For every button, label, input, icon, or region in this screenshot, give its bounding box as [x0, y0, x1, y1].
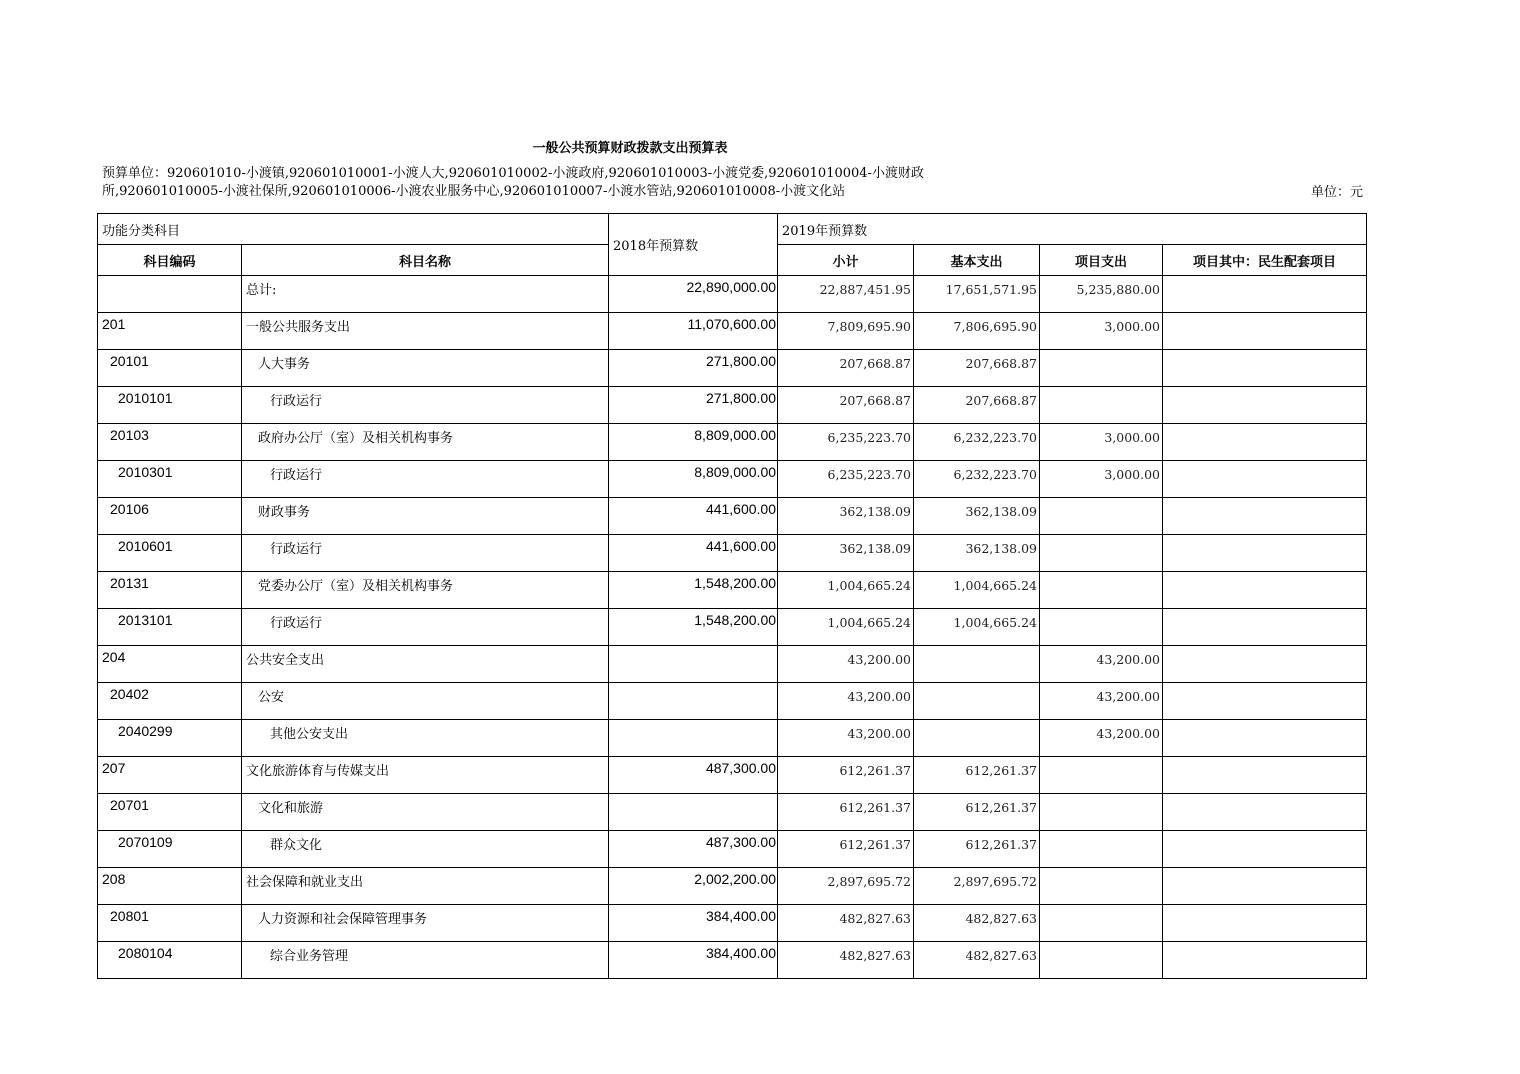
- cell-prev-year: 271,800.00: [609, 387, 778, 424]
- cell-basic: 2,897,695.72: [914, 868, 1040, 905]
- cell-prev-year: 22,890,000.00: [609, 276, 778, 313]
- cell-subtotal: 7,809,695.90: [778, 313, 914, 350]
- cell-code: 2070109: [98, 831, 242, 868]
- cell-prev-year: 2,002,200.00: [609, 868, 778, 905]
- cell-basic: 1,004,665.24: [914, 572, 1040, 609]
- cell-basic: 362,138.09: [914, 498, 1040, 535]
- cell-project: 3,000.00: [1040, 461, 1163, 498]
- cell-project: [1040, 831, 1163, 868]
- cell-name: 行政运行: [242, 535, 609, 572]
- cell-basic: 612,261.37: [914, 794, 1040, 831]
- cell-name: 行政运行: [242, 387, 609, 424]
- cell-name: 党委办公厅（室）及相关机构事务: [242, 572, 609, 609]
- cell-livelihood: [1163, 831, 1367, 868]
- cell-project: [1040, 498, 1163, 535]
- budget-table: [97, 213, 1367, 979]
- cell-livelihood: [1163, 498, 1367, 535]
- cell-subtotal: 43,200.00: [778, 683, 914, 720]
- table-row: [98, 905, 1367, 942]
- cell-code: 2040299: [98, 720, 242, 757]
- cell-code: 20701: [98, 794, 242, 831]
- cell-subtotal: 207,668.87: [778, 387, 914, 424]
- cell-subtotal: 1,004,665.24: [778, 609, 914, 646]
- cell-basic: [914, 720, 1040, 757]
- table-row: [98, 535, 1367, 572]
- cell-project: 3,000.00: [1040, 424, 1163, 461]
- cell-name: 一般公共服务支出: [242, 313, 609, 350]
- cell-project: 3,000.00: [1040, 313, 1163, 350]
- cell-project: 43,200.00: [1040, 646, 1163, 683]
- cell-code: 20131: [98, 572, 242, 609]
- cell-livelihood: [1163, 683, 1367, 720]
- currency-unit: 单位：元: [1310, 185, 1363, 200]
- cell-project: [1040, 868, 1163, 905]
- cell-livelihood: [1163, 905, 1367, 942]
- cell-subtotal: 482,827.63: [778, 942, 914, 979]
- cell-basic: 1,004,665.24: [914, 609, 1040, 646]
- cell-prev-year: [609, 720, 778, 757]
- cell-basic: 7,806,695.90: [914, 313, 1040, 350]
- table-row: [98, 794, 1367, 831]
- table-row: [98, 350, 1367, 387]
- cell-basic: 482,827.63: [914, 905, 1040, 942]
- cell-livelihood: [1163, 572, 1367, 609]
- cell-prev-year: [609, 794, 778, 831]
- header-basic: 基本支出: [914, 245, 1040, 276]
- cell-project: [1040, 387, 1163, 424]
- cell-code: 204: [98, 646, 242, 683]
- cell-name: 公共安全支出: [242, 646, 609, 683]
- cell-subtotal: 1,004,665.24: [778, 572, 914, 609]
- header-current-year: 2019年预算数: [778, 214, 1367, 245]
- table-row: [98, 646, 1367, 683]
- table-row: [98, 424, 1367, 461]
- cell-prev-year: 487,300.00: [609, 757, 778, 794]
- cell-name: 其他公安支出: [242, 720, 609, 757]
- cell-code: 20103: [98, 424, 242, 461]
- cell-basic: 6,232,223.70: [914, 461, 1040, 498]
- cell-subtotal: 362,138.09: [778, 535, 914, 572]
- header-project: 项目支出: [1040, 245, 1163, 276]
- cell-subtotal: 43,200.00: [778, 646, 914, 683]
- cell-subtotal: 43,200.00: [778, 720, 914, 757]
- header-prev-year: 2018年预算数: [609, 214, 778, 276]
- cell-subtotal: 612,261.37: [778, 831, 914, 868]
- cell-name: 人力资源和社会保障管理事务: [242, 905, 609, 942]
- cell-code: 2010601: [98, 535, 242, 572]
- cell-prev-year: 11,070,600.00: [609, 313, 778, 350]
- cell-code: 20106: [98, 498, 242, 535]
- header-livelihood: 项目其中：民生配套项目: [1163, 245, 1367, 276]
- cell-basic: 612,261.37: [914, 757, 1040, 794]
- cell-livelihood: [1163, 313, 1367, 350]
- cell-project: [1040, 350, 1163, 387]
- cell-basic: [914, 646, 1040, 683]
- cell-code: 2010301: [98, 461, 242, 498]
- cell-name: 公安: [242, 683, 609, 720]
- table-row: [98, 942, 1367, 979]
- budget-unit-line-1: 预算单位：920601010-小渡镇,920601010001-小渡人大,920601010002-小渡政府,920601010003-小渡党委,920601010004-小渡财政: [102, 166, 924, 181]
- header-name: 科目名称: [242, 245, 609, 276]
- table-row: [98, 387, 1367, 424]
- cell-prev-year: 384,400.00: [609, 905, 778, 942]
- cell-prev-year: 441,600.00: [609, 498, 778, 535]
- table-row: [98, 720, 1367, 757]
- cell-livelihood: [1163, 461, 1367, 498]
- header-code: 科目编码: [98, 245, 242, 276]
- cell-project: [1040, 535, 1163, 572]
- cell-project: [1040, 942, 1163, 979]
- cell-code: 208: [98, 868, 242, 905]
- cell-project: [1040, 609, 1163, 646]
- cell-basic: 362,138.09: [914, 535, 1040, 572]
- table-row: [98, 572, 1367, 609]
- cell-project: [1040, 794, 1163, 831]
- table-row: [98, 831, 1367, 868]
- cell-basic: [914, 683, 1040, 720]
- cell-name: 财政事务: [242, 498, 609, 535]
- cell-prev-year: [609, 683, 778, 720]
- cell-basic: 612,261.37: [914, 831, 1040, 868]
- table-row: [98, 683, 1367, 720]
- table-row: [98, 313, 1367, 350]
- table-row: [98, 609, 1367, 646]
- table-row: [98, 498, 1367, 535]
- cell-code: 201: [98, 313, 242, 350]
- cell-livelihood: [1163, 276, 1367, 313]
- cell-prev-year: 8,809,000.00: [609, 461, 778, 498]
- cell-livelihood: [1163, 535, 1367, 572]
- cell-subtotal: 482,827.63: [778, 905, 914, 942]
- cell-subtotal: 362,138.09: [778, 498, 914, 535]
- cell-subtotal: 6,235,223.70: [778, 461, 914, 498]
- cell-livelihood: [1163, 646, 1367, 683]
- cell-name: 社会保障和就业支出: [242, 868, 609, 905]
- cell-basic: 17,651,571.95: [914, 276, 1040, 313]
- cell-basic: 482,827.63: [914, 942, 1040, 979]
- cell-livelihood: [1163, 609, 1367, 646]
- cell-name: 行政运行: [242, 461, 609, 498]
- table-body: [98, 276, 1367, 979]
- cell-name: 文化旅游体育与传媒支出: [242, 757, 609, 794]
- cell-livelihood: [1163, 387, 1367, 424]
- cell-name: 政府办公厅（室）及相关机构事务: [242, 424, 609, 461]
- budget-unit-line-2: 所,920601010005-小渡社保所,920601010006-小渡农业服务中心,920601010007-小渡水管站,920601010008-小渡文化站: [102, 184, 846, 199]
- table-row: [98, 757, 1367, 794]
- cell-project: 43,200.00: [1040, 720, 1163, 757]
- cell-subtotal: 6,235,223.70: [778, 424, 914, 461]
- cell-prev-year: 8,809,000.00: [609, 424, 778, 461]
- cell-prev-year: 1,548,200.00: [609, 572, 778, 609]
- cell-name: 文化和旅游: [242, 794, 609, 831]
- cell-project: [1040, 572, 1163, 609]
- cell-code: 2080104: [98, 942, 242, 979]
- cell-prev-year: 487,300.00: [609, 831, 778, 868]
- cell-prev-year: 441,600.00: [609, 535, 778, 572]
- cell-subtotal: 207,668.87: [778, 350, 914, 387]
- table-row: [98, 461, 1367, 498]
- cell-project: [1040, 905, 1163, 942]
- header-subtotal: 小计: [778, 245, 914, 276]
- cell-code: [98, 276, 242, 313]
- cell-livelihood: [1163, 942, 1367, 979]
- cell-prev-year: 384,400.00: [609, 942, 778, 979]
- page-title: 一般公共预算财政拨款支出预算表: [532, 141, 728, 156]
- cell-name: 群众文化: [242, 831, 609, 868]
- cell-subtotal: 22,887,451.95: [778, 276, 914, 313]
- cell-basic: 6,232,223.70: [914, 424, 1040, 461]
- cell-prev-year: [609, 646, 778, 683]
- cell-code: 20801: [98, 905, 242, 942]
- cell-project: 5,235,880.00: [1040, 276, 1163, 313]
- cell-livelihood: [1163, 868, 1367, 905]
- cell-basic: 207,668.87: [914, 387, 1040, 424]
- cell-subtotal: 612,261.37: [778, 757, 914, 794]
- cell-name: 综合业务管理: [242, 942, 609, 979]
- cell-code: 20402: [98, 683, 242, 720]
- cell-prev-year: 271,800.00: [609, 350, 778, 387]
- cell-name: 人大事务: [242, 350, 609, 387]
- cell-project: [1040, 757, 1163, 794]
- cell-basic: 207,668.87: [914, 350, 1040, 387]
- cell-livelihood: [1163, 350, 1367, 387]
- cell-livelihood: [1163, 424, 1367, 461]
- cell-code: 2010101: [98, 387, 242, 424]
- header-function-category: 功能分类科目: [98, 214, 609, 245]
- table-row: [98, 276, 1367, 313]
- cell-livelihood: [1163, 757, 1367, 794]
- table-row: [98, 868, 1367, 905]
- cell-subtotal: 2,897,695.72: [778, 868, 914, 905]
- cell-code: 207: [98, 757, 242, 794]
- cell-subtotal: 612,261.37: [778, 794, 914, 831]
- cell-name: 总计:: [242, 276, 609, 313]
- cell-code: 20101: [98, 350, 242, 387]
- cell-prev-year: 1,548,200.00: [609, 609, 778, 646]
- cell-livelihood: [1163, 794, 1367, 831]
- cell-project: 43,200.00: [1040, 683, 1163, 720]
- cell-name: 行政运行: [242, 609, 609, 646]
- cell-code: 2013101: [98, 609, 242, 646]
- cell-livelihood: [1163, 720, 1367, 757]
